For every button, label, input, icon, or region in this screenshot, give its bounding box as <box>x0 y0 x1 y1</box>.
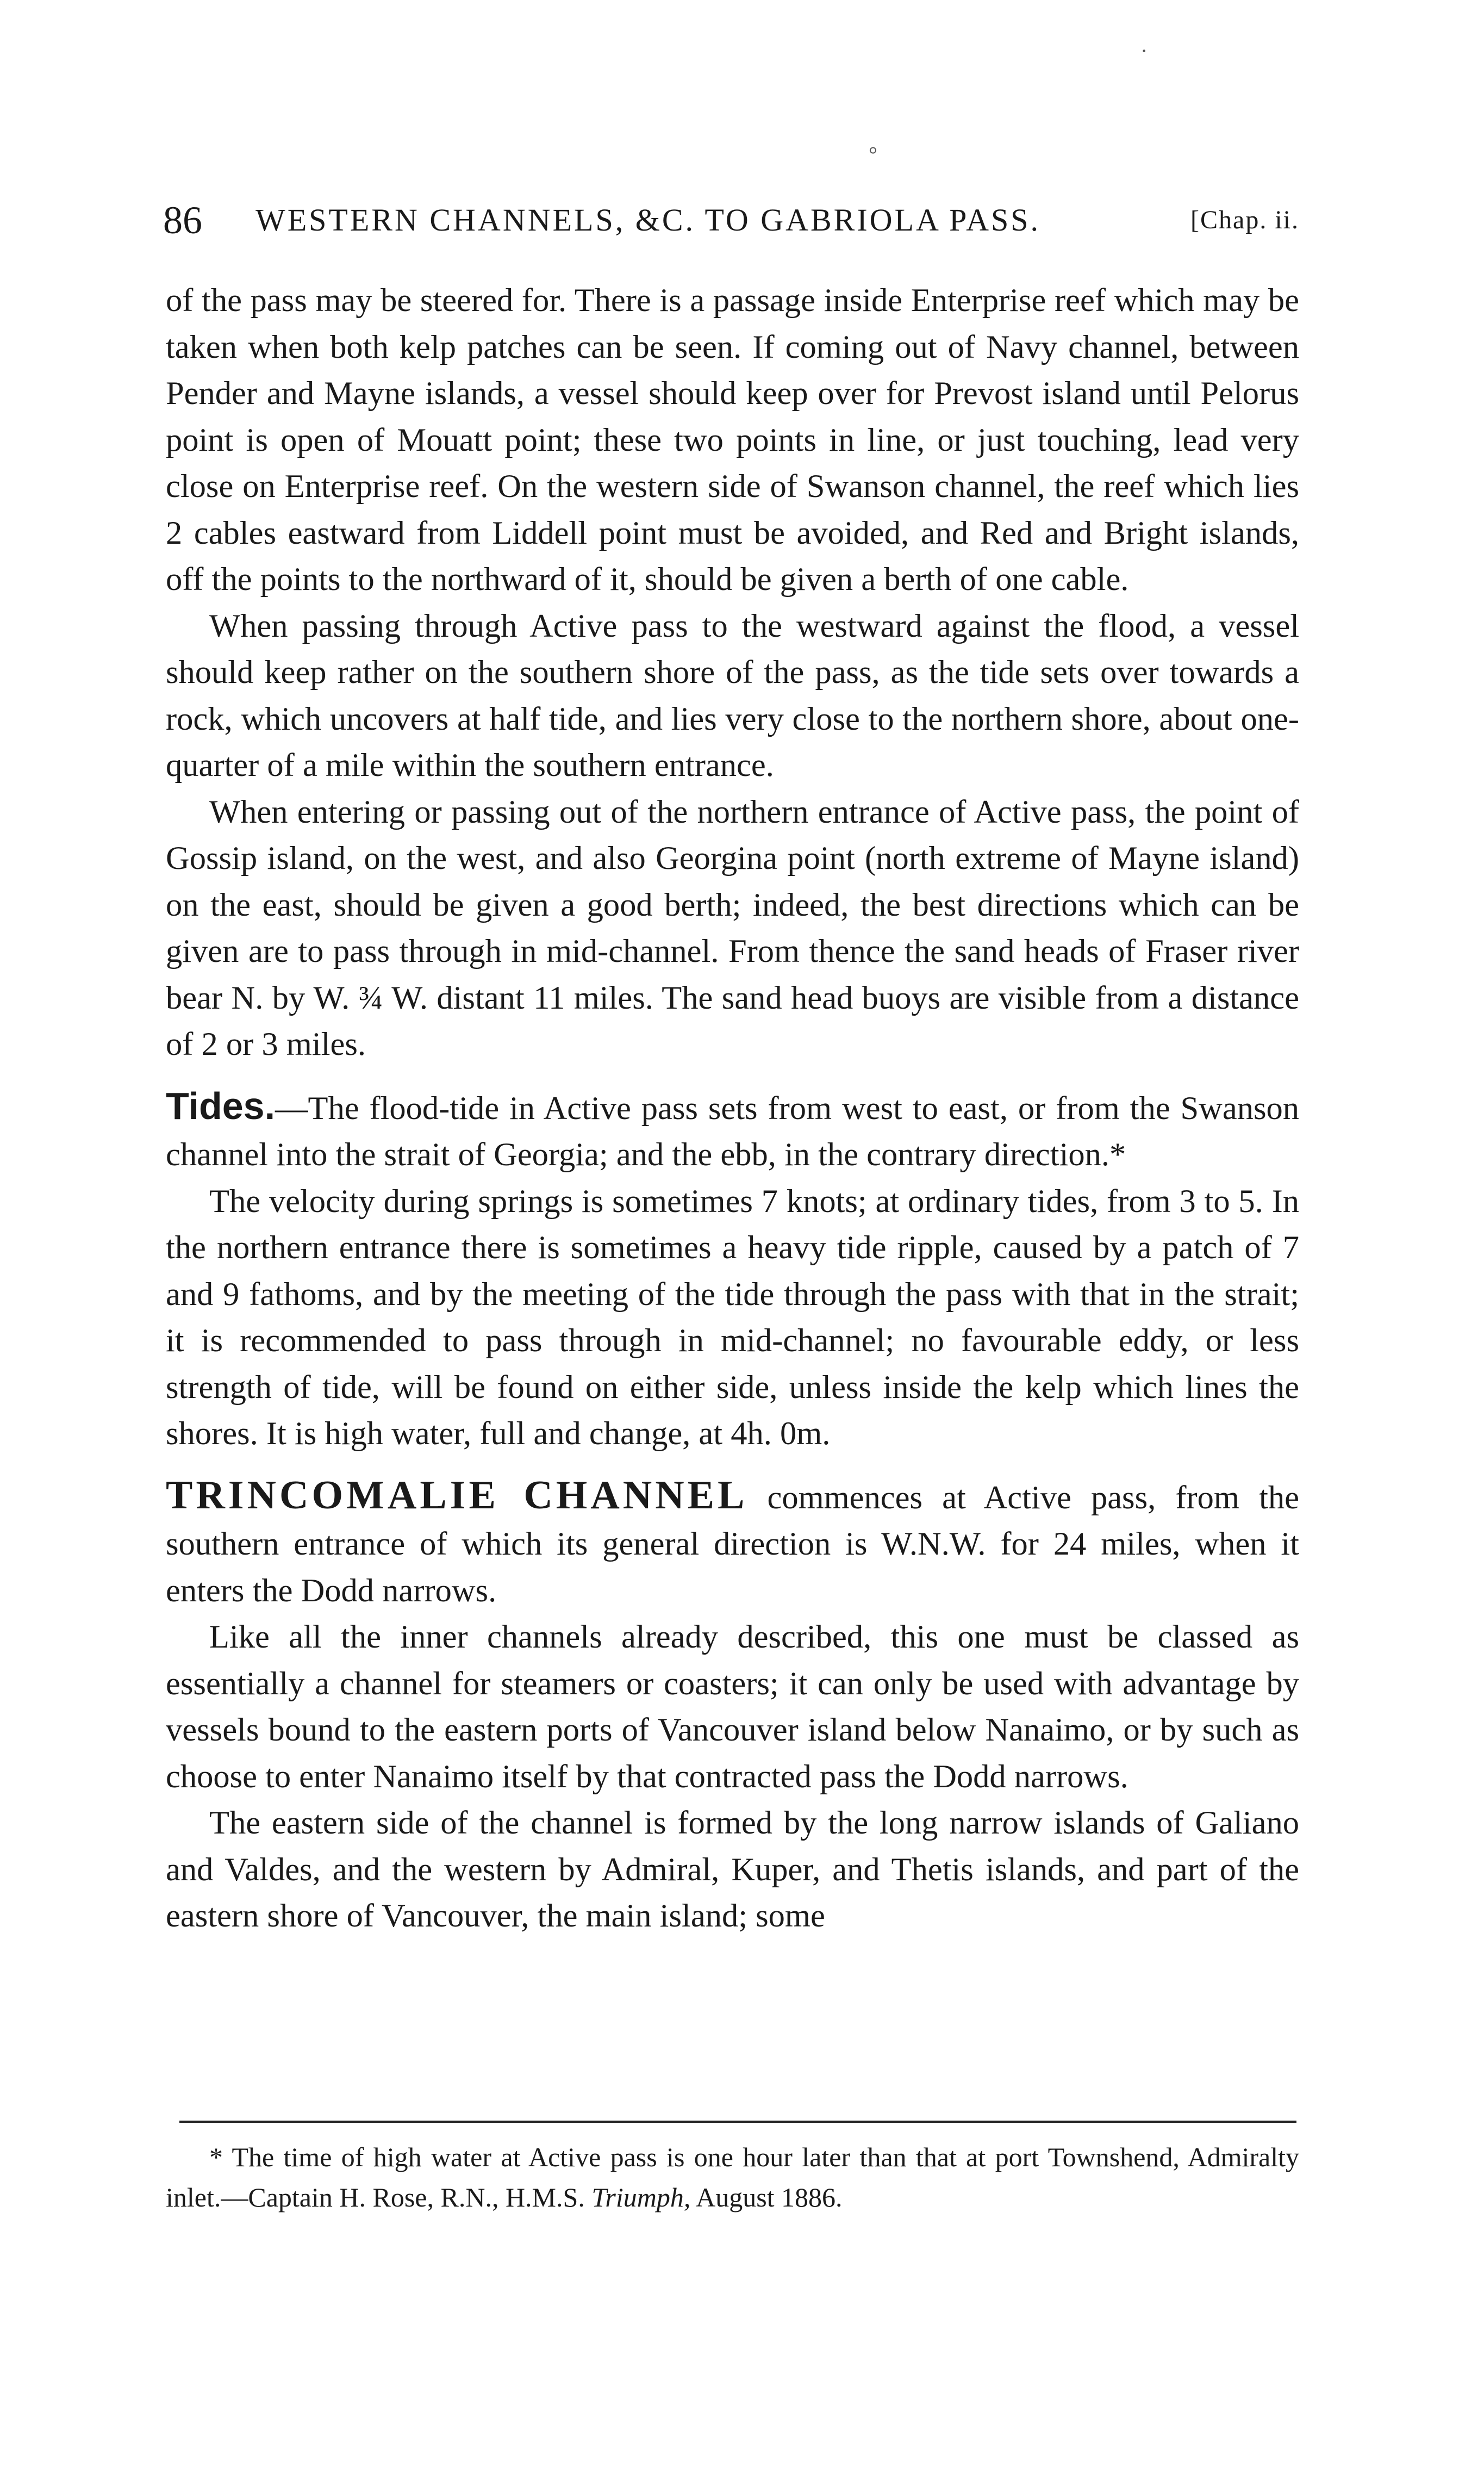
paragraph-velocity: The velocity during springs is sometimes 7 knots; at ordinary tides, from 3 to 5. In the northern entrance there is sometimes a heavy tide ripple, caused by a patch of 7 and 9 fathoms, and by the meeting of the tide through the pass with that in the strait; it is recommended to pass through in mid-channel; no favourable eddy, or less strength of tide, will be found on either side, unless inside the kelp which lines the shores. It is high water, full and change, at 4h. 0m. <box>166 1183 1299 1452</box>
print-speck: ° <box>869 142 877 166</box>
paragraph-active-pass-westward: When passing through Active pass to the westward against the flood, a vessel should keep rather on the southern shore of the pass, as the tide sets over towards a rock, which uncovers at half tide, and lies very close to the northern shore, about one-quarter of a mile within the southern entrance. <box>166 607 1299 784</box>
tides-text: —The flood-tide in Active pass sets from west to east, or from the Swanson channel into the strait of Georgia; and the ebb, in the contrary direction.* <box>166 1090 1299 1173</box>
main-text <box>166 277 1299 1940</box>
footnote-text <box>166 2137 1299 2217</box>
print-speck: · <box>1140 39 1148 63</box>
footnote-divider <box>179 2121 1296 2123</box>
trincomalie-heading: TRINCOMALIE CHANNEL <box>166 1472 748 1518</box>
chapter-reference: [Chap. ii. <box>1190 206 1299 234</box>
paragraph-inner-channels: Like all the inner channels already described, this one must be classed as essentially a channel for steamers or coasters; it can only be used with advantage by vessels bound to the eastern ports of Vancouver island below Nanaimo, or by such as choose to enter Nanaimo itself by that contracted pass the Dodd narrows. <box>166 1619 1299 1795</box>
paragraph-northern-entrance: When entering or passing out of the northern entrance of Active pass, the point of Gossip island, on the west, and also Georgina point (north extreme of Mayne island) on the east, should be given a good berth; indeed, the best directions which can be given are to pass through in mid-channel. From thence the sand heads of Fraser river bear N. by W. ¾ W. distant 11 miles. The sand head buoys are visible from a distance of 2 or 3 miles. <box>166 793 1299 1062</box>
trincomalie-text: commences at Active pass, from the southern entrance of which its general direction is W.N.W. for 24 miles, when it enters the Dodd narrows. <box>166 1479 1299 1609</box>
tides-section <box>166 1083 1299 1178</box>
trincomalie-section <box>166 1472 1299 1614</box>
running-head: WESTERN CHANNELS, &C. TO GABRIOLA PASS. <box>255 202 1041 238</box>
paragraph-eastern-side: The eastern side of the channel is formed by the long narrow islands of Galiano and Valdes, and the western by Admiral, Kuper, and Thetis islands, and part of the eastern shore of Vancouver, the main island; some <box>166 1805 1299 1934</box>
paragraph-continuation: of the pass may be steered for. There is a passage inside Enterprise reef which may be taken when both kelp patches can be seen. If coming out of Navy channel, between Pender and Mayne islands, a vessel should keep over for Prevost island until Pelorus point is open of Mouatt point; these two points in line, or just touching, lead very close on Enterprise reef. On the western side of Swanson channel, the reef which lies 2 cables eastward from Liddell point must be avoided, and Red and Bright islands, off the points to the northward of it, should be given a berth of one cable. <box>166 282 1299 598</box>
footnote-text-main: * The time of high water at Active pass is one hour later than that at port Townshend, Admiralty inlet.—Captain H. Rose, R.N., H.M.S. <box>166 2142 1299 2212</box>
footnote-text-date: August 1886. <box>690 2182 843 2212</box>
footnote-ship-name: Triumph, <box>591 2182 691 2212</box>
footnote <box>166 2137 1299 2217</box>
page-header <box>163 193 1299 247</box>
tides-heading: Tides. <box>166 1084 276 1127</box>
page-number: 86 <box>163 198 202 242</box>
